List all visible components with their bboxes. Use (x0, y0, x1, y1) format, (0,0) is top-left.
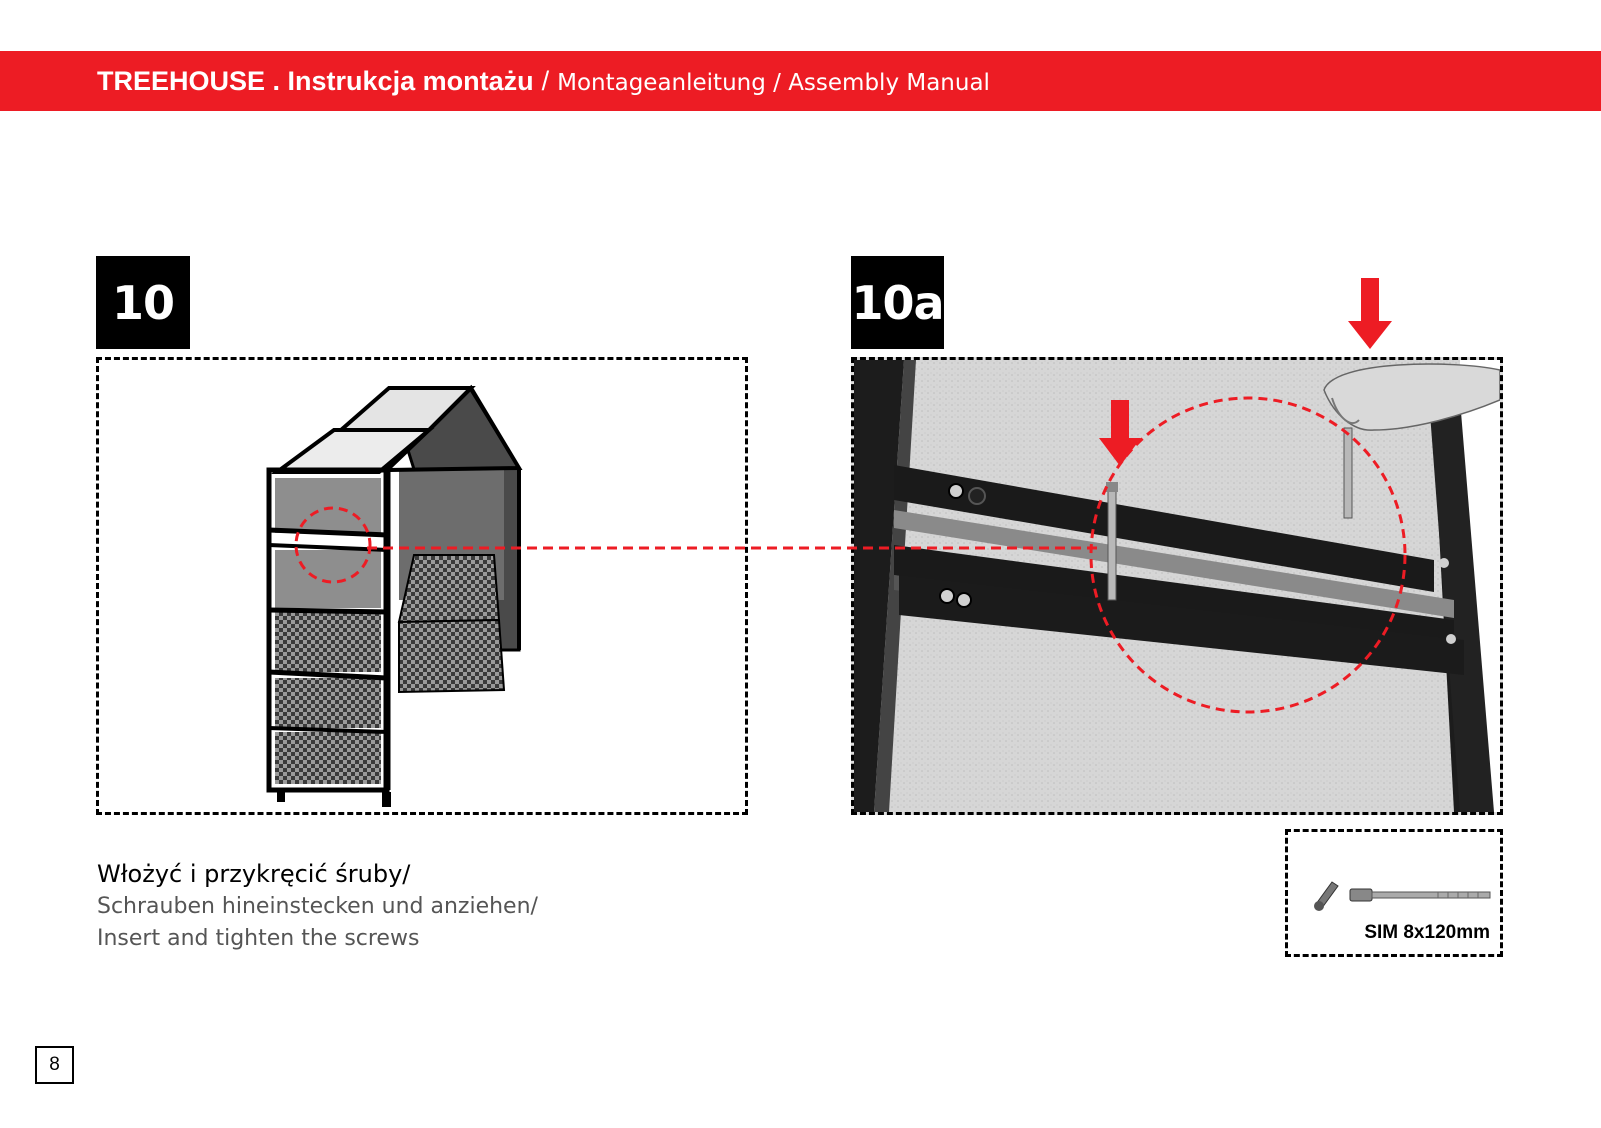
screw-label: SIM 8x120mm (1364, 922, 1490, 943)
screw-icon (1288, 850, 1500, 930)
step-10a-frame (851, 357, 1503, 815)
instruction-de: Schrauben hineinstecken und anziehen/ (97, 894, 538, 919)
page-number: 8 (35, 1046, 74, 1084)
step-10-frame (96, 357, 748, 815)
title-bold: TREEHOUSE . Instrukcja montażu (97, 65, 534, 96)
instruction-en: Insert and tighten the screws (97, 926, 420, 951)
step-badge-10a: 10a (851, 256, 944, 349)
red-arrow-icon (1348, 278, 1392, 349)
screw-box (1285, 829, 1503, 957)
step-badge-10: 10 (96, 256, 190, 349)
assembly-photo (854, 360, 1500, 812)
instruction-pl: Włożyć i przykręcić śruby/ (97, 860, 411, 888)
treehouse-illustration (99, 360, 745, 812)
header-title (97, 66, 990, 97)
title-separator: / (541, 65, 550, 96)
header-bar (0, 51, 1601, 111)
title-light: Montageanleitung / Assembly Manual (557, 69, 990, 96)
